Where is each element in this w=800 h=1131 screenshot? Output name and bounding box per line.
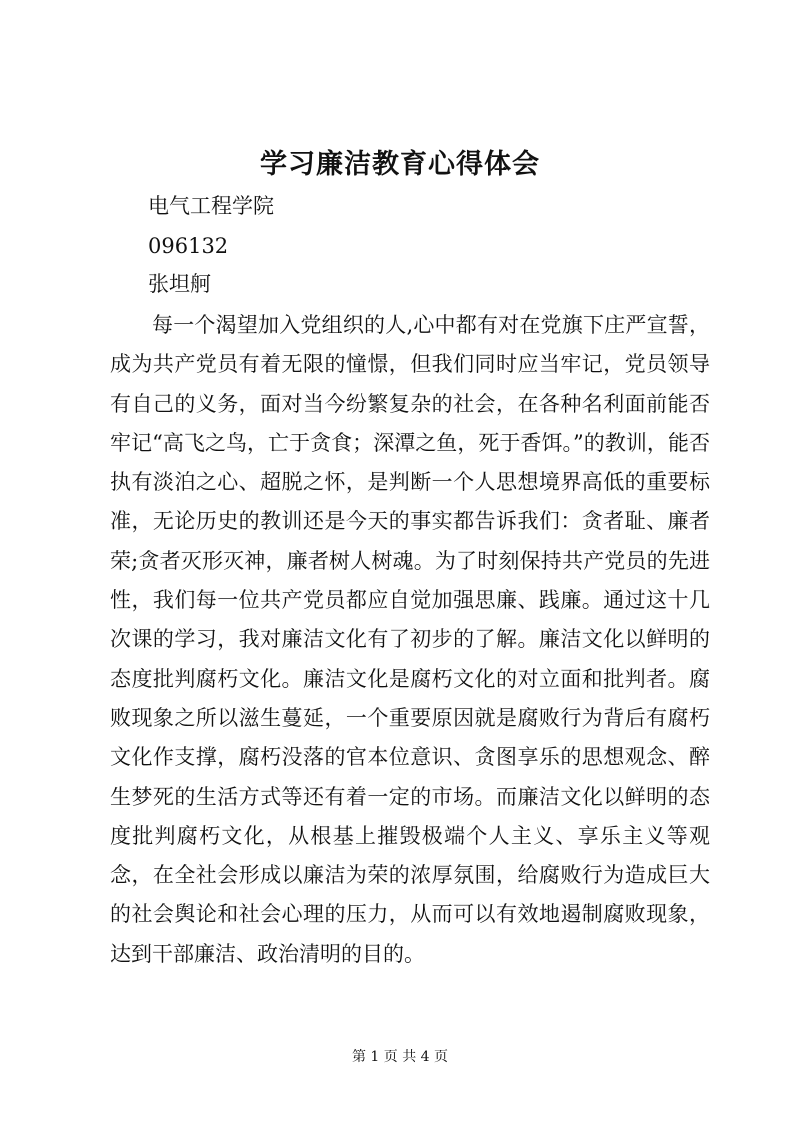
author-line: 张坦舸 bbox=[148, 272, 211, 296]
page-footer: 第 1 页 共 4 页 bbox=[351, 1049, 449, 1065]
body-paragraph: 每一个渴望加入党组织的人,心中都有对在党旗下庄严宣誓，成为共产党员有着无限的憧憬，但我们同时应当牢记，党员领导有自己的义务，面对当今纷繁复杂的社会，在各种名利面前能否牢记“高飞之鸟，亡于贪食；深潭之鱼，死于香饵。”的教训，能否执有淡泊之心、超脱之怀，是判断一个人思想境界高低的重要标准，无论历史的教训还是今天的事实都告诉我们：贪者耻、廉者荣;贪者灭形灭神，廉者树人树魂。为了时刻保持共产党员的先进性，我们每一位共产党员都应自觉加强思廉、践廉。通过这十几次课的学习，我对廉洁文化有了初步的了解。廉洁文化以鲜明的态度批判腐朽文化。廉洁文化是腐朽文化的对立面和批判者。腐败现象之所以滋生蔓延，一个重要原因就是腐败行为背后有腐朽文化作支撑，腐朽没落的官本位意识、贪图享乐的思想观念、醉生梦死的生活方式等还有着一定的市场。而廉洁文化以鲜明的态度批判腐朽文化，从根基上摧毁极端个人主义、享乐主义等观念，在全社会形成以廉洁为荣的浓厚氛围，给腐败行为造成巨大的社会舆论和社会心理的压力，从而可以有效地遏制腐败现象，达到干部廉洁、政治清明的目的。 bbox=[110, 313, 710, 966]
department-line: 电气工程学院 bbox=[148, 194, 274, 218]
document-title: 学习廉洁教育心得体会 bbox=[260, 149, 540, 180]
student-id-line: 096132 bbox=[148, 234, 229, 258]
